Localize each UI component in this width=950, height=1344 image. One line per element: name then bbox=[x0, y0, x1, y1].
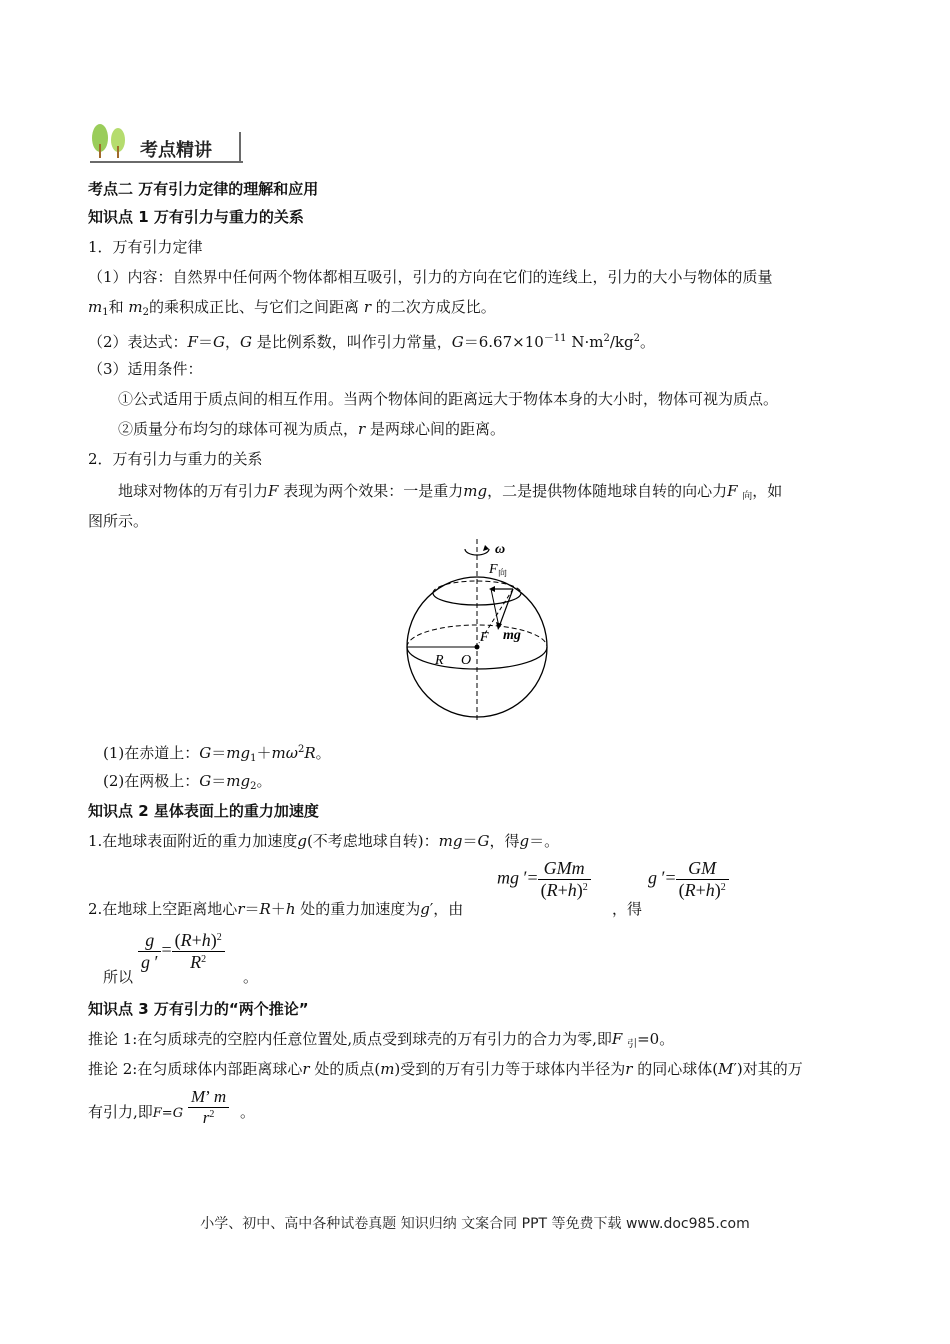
kp1-heading-1: 1．万有引力定律 bbox=[88, 238, 203, 256]
equator-equation: (1)在赤道上：$G=mg_1+m\omega^2R$。 bbox=[103, 744, 331, 764]
kp2-line-3-end: 。 bbox=[243, 968, 259, 986]
formula-inner-gravity: $\frac{M’ m}{r^2}$ bbox=[188, 1087, 229, 1128]
condition-1: ①公式适用于质点间的相互作用。当两个物体间的距离远大于物体本身的大小时，物体可视为质点。 bbox=[118, 390, 779, 408]
content-line-a: （1）内容：自然界中任何两个物体都相互吸引，引力的方向在它们的连线上，引力的大小与物体的质量 bbox=[88, 268, 773, 286]
o-label: O bbox=[461, 653, 472, 668]
equator-front bbox=[407, 647, 547, 669]
f-label: F bbox=[480, 630, 489, 645]
paragraph-line-2: 图所示。 bbox=[88, 512, 149, 530]
section-title: 考点二 万有引力定律的理解和应用 bbox=[88, 180, 319, 198]
center-point bbox=[475, 645, 480, 650]
expression-line: （2）表达式：F＝G，G 是比例系数，叫作引力常量，$G=6.67\times 10^{-11}$ $N\cdot m^2/kg^2$。 bbox=[88, 333, 655, 351]
kp2-title: 知识点 2 星体表面上的重力加速度 bbox=[88, 802, 319, 820]
inference-2-end: 。 bbox=[240, 1103, 256, 1121]
kp1-heading-2: 2．万有引力与重力的关系 bbox=[88, 450, 263, 468]
kp2-line-2: 2.在地球上空距离地心r＝R＋h 处的重力加速度为g′，由 bbox=[88, 900, 464, 918]
inference-2-line-2: 有引力,即F=G bbox=[88, 1103, 184, 1121]
condition-2: ②质量分布均匀的球体可视为质点，r 是两球心间的距离。 bbox=[118, 420, 505, 438]
kp1-title: 知识点 1 万有引力与重力的关系 bbox=[88, 208, 304, 226]
formula-mg-prime: mg ′= $\frac{\text{GMm}}{(R+h)^2}$ bbox=[497, 858, 591, 901]
kp2-line-1: 1.在地球表面附近的重力加速度g(不考虑地球自转)：mg＝G，得g＝。 bbox=[88, 832, 560, 850]
conditions-heading: （3）适用条件： bbox=[88, 360, 203, 378]
content-line-b: $m_1$和 $m_2$的乘积成正比、与它们之间距离 r 的二次方成反比。 bbox=[88, 298, 496, 318]
earth-gravity-diagram bbox=[395, 535, 565, 725]
inference-1: 推论 1:在匀质球壳的空腔内任意位置处,质点受到球壳的万有引力的合力为零,即F $_引$=0。 bbox=[88, 1030, 675, 1050]
formula-g-prime: g ′= $\frac{GM}{(R+h)^2}$ bbox=[648, 858, 729, 901]
mg-label: mg bbox=[503, 628, 521, 643]
r-label: R bbox=[435, 653, 444, 668]
pole-equation: (2)在两极上：$G=mg_2$。 bbox=[103, 772, 272, 792]
formula-g-ratio: $\frac{g}{g '}$ = $\frac{(R+h)^2}{R^2}$ bbox=[138, 930, 225, 973]
inference-2-line-1: 推论 2:在匀质球体内部距离球心r 处的质点(m)受到的万有引力等于球体内半径为r 的同心球体(M′)对其的万 bbox=[88, 1060, 803, 1078]
omega-label: ω bbox=[495, 542, 506, 557]
kp2-de: ，得 bbox=[612, 900, 643, 918]
paragraph-line-1: 地球对物体的万有引力F 表现为两个效果：一是重力mg，二是提供物体随地球自转的向心力F $_向$，如 bbox=[118, 482, 783, 502]
footer-text: 小学、初中、高中各种试卷真题 知识归纳 文案合同 PPT 等免费下载 www.doc985.com bbox=[200, 1216, 750, 1232]
f-xiang-label: F bbox=[489, 562, 498, 577]
section-badge bbox=[88, 122, 248, 166]
f-xiang-sub: 向 bbox=[498, 568, 508, 578]
badge-label: 考点精讲 bbox=[140, 140, 212, 161]
kp3-title: 知识点 3 万有引力的“两个推论” bbox=[88, 1000, 309, 1018]
kp2-line-3-label: 所以 bbox=[103, 968, 134, 986]
